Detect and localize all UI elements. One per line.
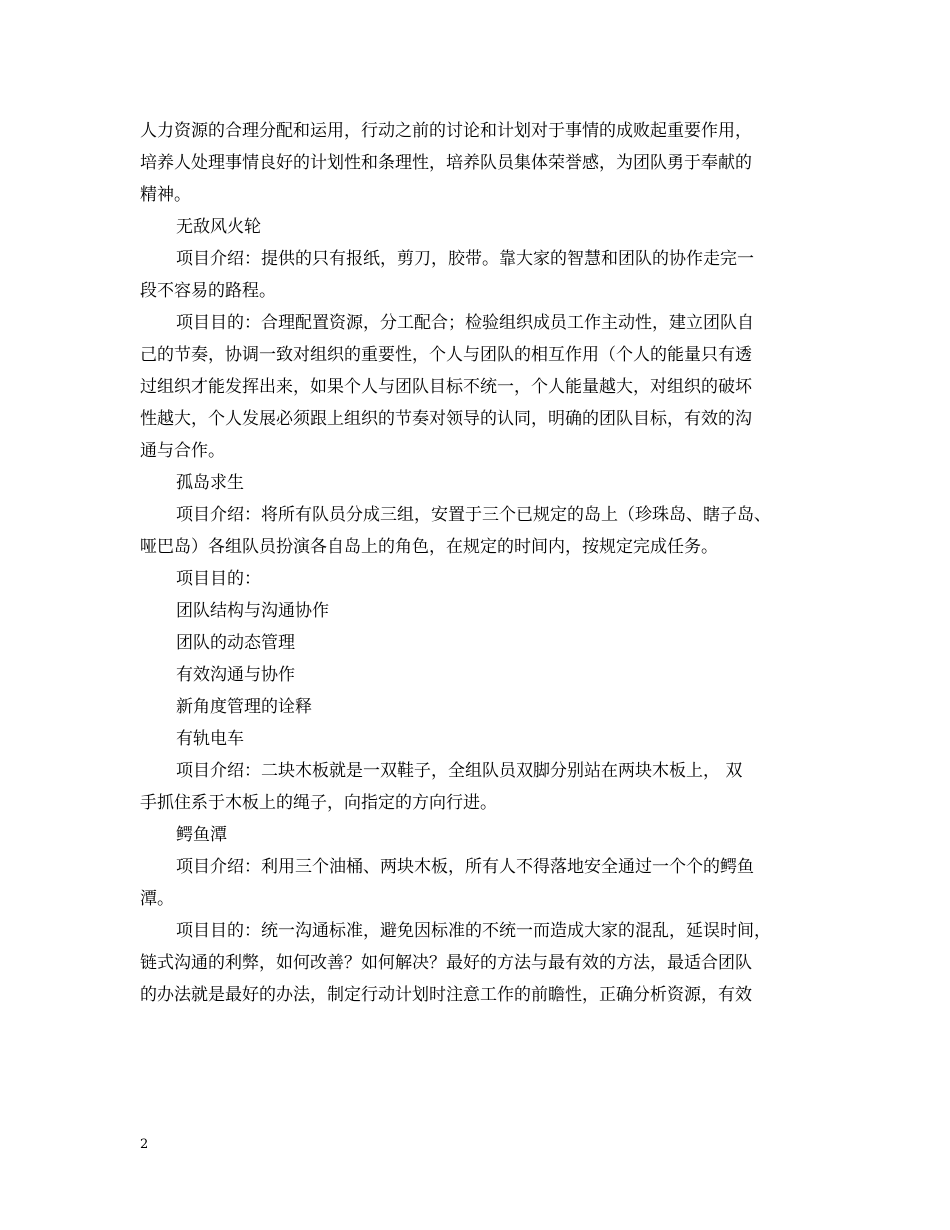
body-text-line: 人力资源的合理分配和运用，行动之前的讨论和计划对于事情的成败起重要作用， [140, 121, 752, 141]
body-text-line: 培养人处理事情良好的计划性和条理性，培养队员集体荣誉感，为团队勇于奉献的 [140, 153, 752, 173]
list-item: 有效沟通与协作 [176, 665, 295, 685]
body-text-line: 项目目的： [176, 569, 261, 589]
body-text-line: 精神。 [140, 185, 191, 205]
body-text-line: 项目介绍：将所有队员分成三组，安置于三个已规定的岛上（珍珠岛、瞎子岛、 [176, 505, 771, 525]
body-text-line: 性越大，个人发展必须跟上组织的节奏对领导的认同，明确的团队目标，有效的沟 [140, 409, 752, 429]
body-text-line: 项目介绍：利用三个油桶、两块木板，所有人不得落地安全通过一个个的鳄鱼 [176, 857, 754, 877]
document-body [140, 115, 820, 1011]
body-text-line: 过组织才能发挥出来，如果个人与团队目标不统一，个人能量越大，对组织的破坏 [140, 377, 752, 397]
body-text-line: 手抓住系于木板上的绳子，向指定的方向行进。 [140, 793, 497, 813]
list-item: 团队结构与沟通协作 [176, 601, 329, 621]
body-text-line: 项目介绍：二块木板就是一双鞋子，全组队员双脚分别站在两块木板上， 双 [176, 761, 743, 781]
body-text-line: 己的节奏，协调一致对组织的重要性，个人与团队的相互作用（个人的能量只有透 [140, 345, 752, 365]
body-text-line: 项目目的：统一沟通标准，避免因标准的不统一而造成大家的混乱，延误时间， [176, 921, 771, 941]
section-heading-fire-wheel: 无敌风火轮 [176, 217, 261, 237]
body-text-line: 项目目的：合理配置资源，分工配合；检验组织成员工作主动性，建立团队自 [176, 313, 754, 333]
body-text-line: 的办法就是最好的办法，制定行动计划时注意工作的前瞻性，正确分析资源，有效 [140, 985, 752, 1005]
body-text-line: 潭。 [140, 889, 174, 909]
section-heading-tram: 有轨电车 [176, 729, 244, 749]
section-heading-island-survival: 孤岛求生 [176, 473, 244, 493]
body-text-line: 哑巴岛）各组队员扮演各自岛上的角色，在规定的时间内，按规定完成任务。 [140, 537, 718, 557]
list-item: 团队的动态管理 [176, 633, 295, 653]
body-text-line: 链式沟通的利弊，如何改善？如何解决？最好的方法与最有效的方法，最适合团队 [140, 953, 752, 973]
list-item: 新角度管理的诠释 [176, 697, 312, 717]
body-text-line: 项目介绍：提供的只有报纸，剪刀，胶带。靠大家的智慧和团队的协作走完一 [176, 249, 754, 269]
body-text-line: 通与合作。 [140, 441, 225, 461]
page-number: 2 [140, 1137, 149, 1152]
body-text-line: 段不容易的路程。 [140, 281, 276, 301]
section-heading-crocodile-pool: 鳄鱼潭 [176, 825, 227, 845]
